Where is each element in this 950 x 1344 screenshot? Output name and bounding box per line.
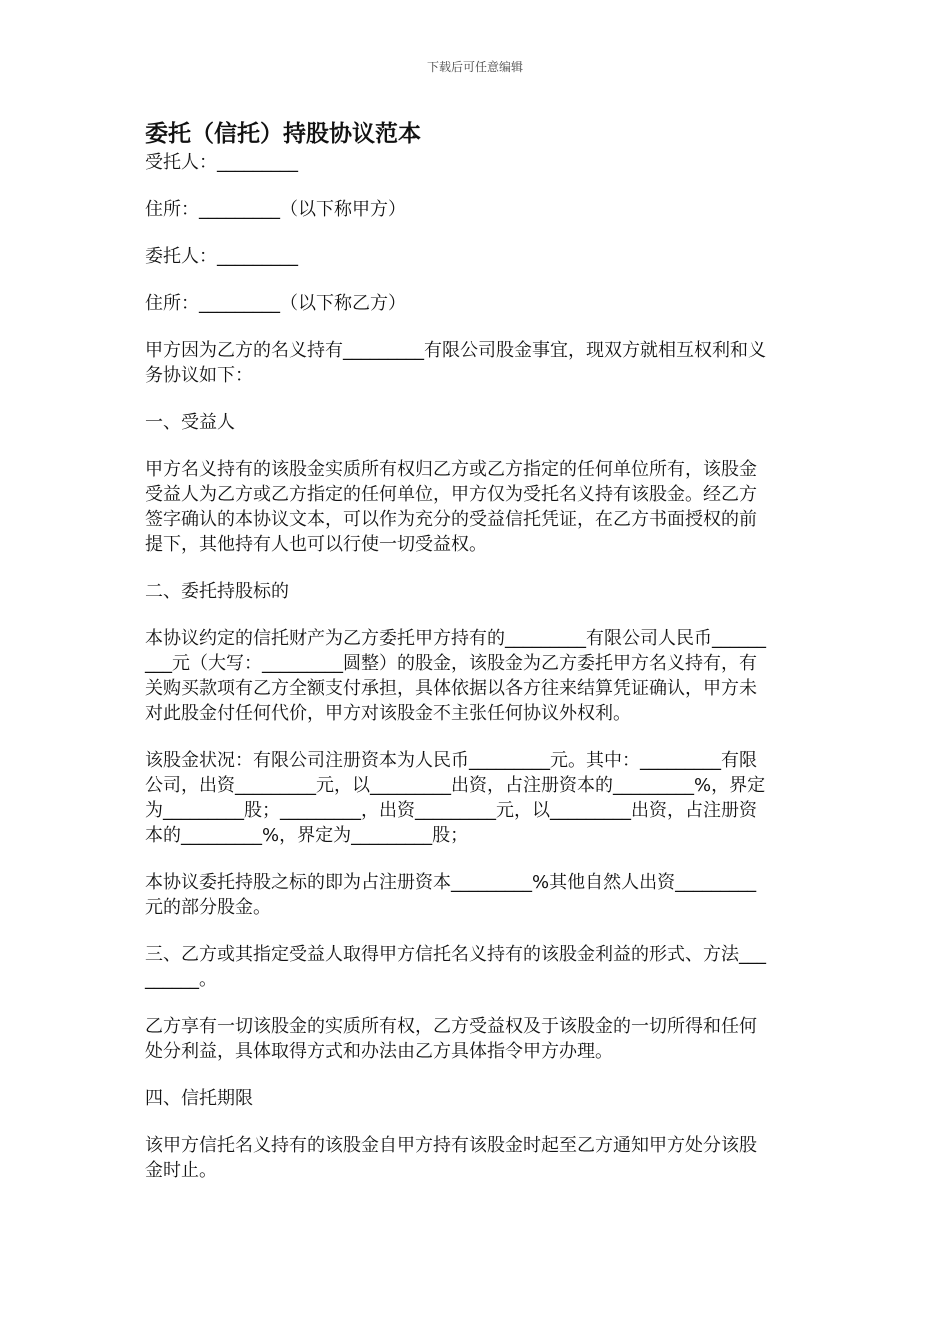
section1-heading: 一、受益人 <box>145 412 235 433</box>
document-title: 委托（信托）持股协议范本 <box>145 121 421 147</box>
section4-line: 该甲方信托名义持有的该股金自甲方持有该股金时起至乙方通知甲方处分该股 <box>145 1135 757 1156</box>
section3-paragraph <box>145 1014 810 1064</box>
intro-line: 务协议如下： <box>145 365 253 386</box>
document-body <box>145 118 810 1183</box>
section2-status-line: 公司，出资_________元，以_________出资，占注册资本的_________%，界定 <box>145 775 766 796</box>
entrustor-line: 委托人：_________ <box>145 246 298 267</box>
entrustor-address-line: 住所：_________（以下称乙方） <box>145 293 406 314</box>
trustee-line: 受托人：_________ <box>145 152 298 173</box>
section2-heading: 二、委托持股标的 <box>145 581 289 602</box>
section1-line: 受益人为乙方或乙方指定的任何单位，甲方仅为受托名义持有该股金。经乙方 <box>145 484 757 505</box>
section1-line: 签字确认的本协议文本，可以作为充分的受益信托凭证，在乙方书面授权的前 <box>145 509 757 530</box>
trustee-address-line: 住所：_________（以下称甲方） <box>145 199 406 220</box>
section2-status-line: 该股金状况：有限公司注册资本为人民币_________元。其中：_________有限 <box>145 750 757 771</box>
section2-subject-line: 元的部分股金。 <box>145 897 271 918</box>
section2-subject-paragraph <box>145 870 810 920</box>
header-note: 下载后可任意编辑 <box>426 60 523 74</box>
intro-paragraph <box>145 338 810 388</box>
section2-status-line: 本的_________%，界定为_________股； <box>145 825 469 846</box>
section2-paragraph <box>145 626 810 726</box>
section3-heading <box>145 942 810 992</box>
section4-heading: 四、信托期限 <box>145 1088 253 1109</box>
section2-line: 本协议约定的信托财产为乙方委托甲方持有的_________有限公司人民币______ <box>145 628 766 649</box>
intro-line: 甲方因为乙方的名义持有_________有限公司股金事宜，现双方就相互权利和义 <box>145 340 766 361</box>
section2-line: 对此股金付任何代价，甲方对该股金不主张任何协议外权利。 <box>145 703 631 724</box>
section2-line: ___元（大写：_________圆整）的股金，该股金为乙方委托甲方名义持有，有 <box>145 653 757 674</box>
section2-subject-line: 本协议委托持股之标的即为占注册资本_________%其他自然人出资_________ <box>145 872 757 893</box>
section3-line: 乙方享有一切该股金的实质所有权，乙方受益权及于该股金的一切所得和任何 <box>145 1016 757 1037</box>
section3-heading-line: 三、乙方或其指定受益人取得甲方信托名义持有的该股金利益的形式、方法___ <box>145 944 766 965</box>
section1-line: 提下，其他持有人也可以行使一切受益权。 <box>145 534 487 555</box>
section3-heading-line: ______。 <box>145 969 217 990</box>
section4-paragraph <box>145 1133 810 1183</box>
section4-line: 金时止。 <box>145 1160 217 1181</box>
section3-line: 处分利益，具体取得方式和办法由乙方具体指令甲方办理。 <box>145 1041 613 1062</box>
section2-status-paragraph <box>145 748 810 848</box>
section1-paragraph <box>145 457 810 557</box>
section2-status-line: 为_________股；_________，出资_________元，以_________出资，占注册资 <box>145 800 757 821</box>
section1-line: 甲方名义持有的该股金实质所有权归乙方或乙方指定的任何单位所有，该股金 <box>145 459 757 480</box>
section2-line: 关购买款项有乙方全额支付承担，具体依据以各方往来结算凭证确认，甲方未 <box>145 678 757 699</box>
